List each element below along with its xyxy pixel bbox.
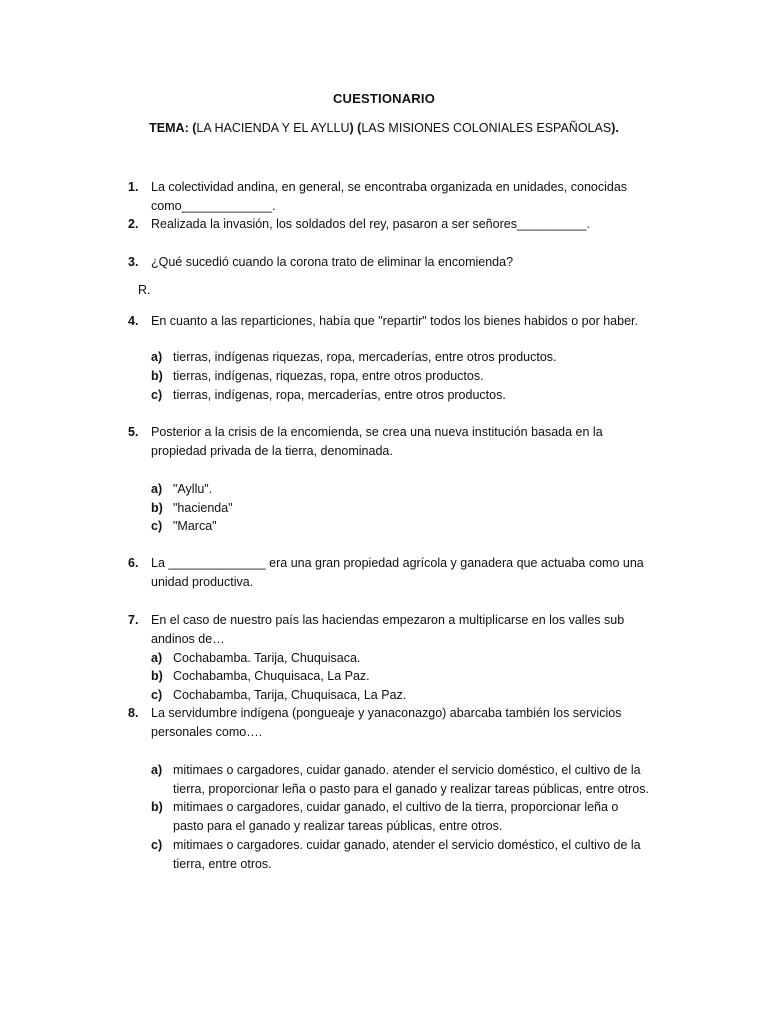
question-text: En cuanto a las reparticiones, había que "repartir" todos los bienes habidos o por haber. (151, 314, 638, 328)
question-text: La colectividad andina, en general, se encontraba organizada en unidades, conocidas como_____________. (151, 180, 628, 213)
question-text: Realizada la invasión, los soldados del rey, pasaron a ser señores__________. (151, 217, 590, 231)
option-q5-c: c) "Marca" (151, 519, 217, 533)
option-q7-c: c) Cochabamba, Tarija, Chuquisaca, La Paz. (151, 688, 407, 702)
question-text: En el caso de nuestro país las haciendas empezaron a multiplicarse en los valles sub andinos de… (151, 613, 625, 646)
document-title: CUESTIONARIO (332, 91, 436, 106)
option-q8-a: a) mitimaes o cargadores, cuidar ganado. atender el servicio doméstico, el cultivo de la tierra, proporcionar leña o pasto para el ganado y realizar tareas públicas, entre otros. (151, 763, 649, 796)
option-q4-a: a) tierras, indígenas riquezas, ropa, mercaderías, entre otros productos. (151, 350, 557, 364)
option-q5-b: b) "hacienda" (151, 501, 233, 515)
question-4: 4. En cuanto a las reparticiones, había que "repartir" todos los bienes habidos o por haber. (128, 312, 648, 331)
question-text: La ______________ era una gran propiedad agrícola y ganadera que actuaba como una unidad productiva. (151, 556, 644, 589)
answer-label: R. (138, 283, 151, 297)
question-1: 1. La colectividad andina, en general, se encontraba organizada en unidades, conocidas como_____________. (128, 178, 648, 215)
question-7: 7. En el caso de nuestro país las haciendas empezaron a multiplicarse en los valles sub andinos de… (128, 611, 648, 648)
option-q7-b: b) Cochabamba, Chuquisaca, La Paz. (151, 669, 370, 683)
question-text: Posterior a la crisis de la encomienda, se crea una nueva institución basada en la propiedad privada de la tierra, denominada. (151, 425, 603, 458)
option-q4-c: c) tierras, indígenas, ropa, mercaderías, entre otros productos. (151, 388, 506, 402)
option-q4-b: b) tierras, indígenas, riquezas, ropa, entre otros productos. (151, 369, 484, 383)
option-q8-c: c) mitimaes o cargadores. cuidar ganado, atender el servicio doméstico, el cultivo de la tierra, entre otros. (151, 838, 641, 871)
tema-label: TEMA: (149, 121, 189, 135)
question-6: 6. La ______________ era una gran propiedad agrícola y ganadera que actuaba como una unidad productiva. (128, 554, 648, 591)
question-8: 8. La servidumbre indígena (pongueaje y yanaconazgo) abarcaba también los servicios personales como…. (128, 704, 648, 741)
document-subtitle: TEMA: (LA HACIENDA Y EL AYLLU) (LAS MISIONES COLONIALES ESPAÑOLAS). (149, 121, 619, 135)
tema-topic-2: LAS MISIONES COLONIALES ESPAÑOLAS (361, 121, 612, 135)
question-text: La servidumbre indígena (pongueaje y yanaconazgo) abarcaba también los servicios personales como…. (151, 706, 622, 739)
option-q7-a: a) Cochabamba. Tarija, Chuquisaca. (151, 651, 361, 665)
question-text: ¿Qué sucedió cuando la corona trato de eliminar la encomienda? (151, 255, 514, 269)
option-q8-b: b) mitimaes o cargadores, cuidar ganado, el cultivo de la tierra, proporcionar leña o pasto para el ganado y realizar tareas públicas, entre otros. (151, 800, 619, 833)
question-5: 5. Posterior a la crisis de la encomienda, se crea una nueva institución basada en la propiedad privada de la tierra, denominada. (128, 423, 648, 460)
question-3: 3. ¿Qué sucedió cuando la corona trato de eliminar la encomienda? (128, 253, 648, 272)
option-q5-a: a) "Ayllu". (151, 482, 213, 496)
question-2: 2. Realizada la invasión, los soldados del rey, pasaron a ser señores__________. (128, 215, 648, 234)
tema-topic-1: LA HACIENDA Y EL AYLLU (196, 121, 350, 135)
